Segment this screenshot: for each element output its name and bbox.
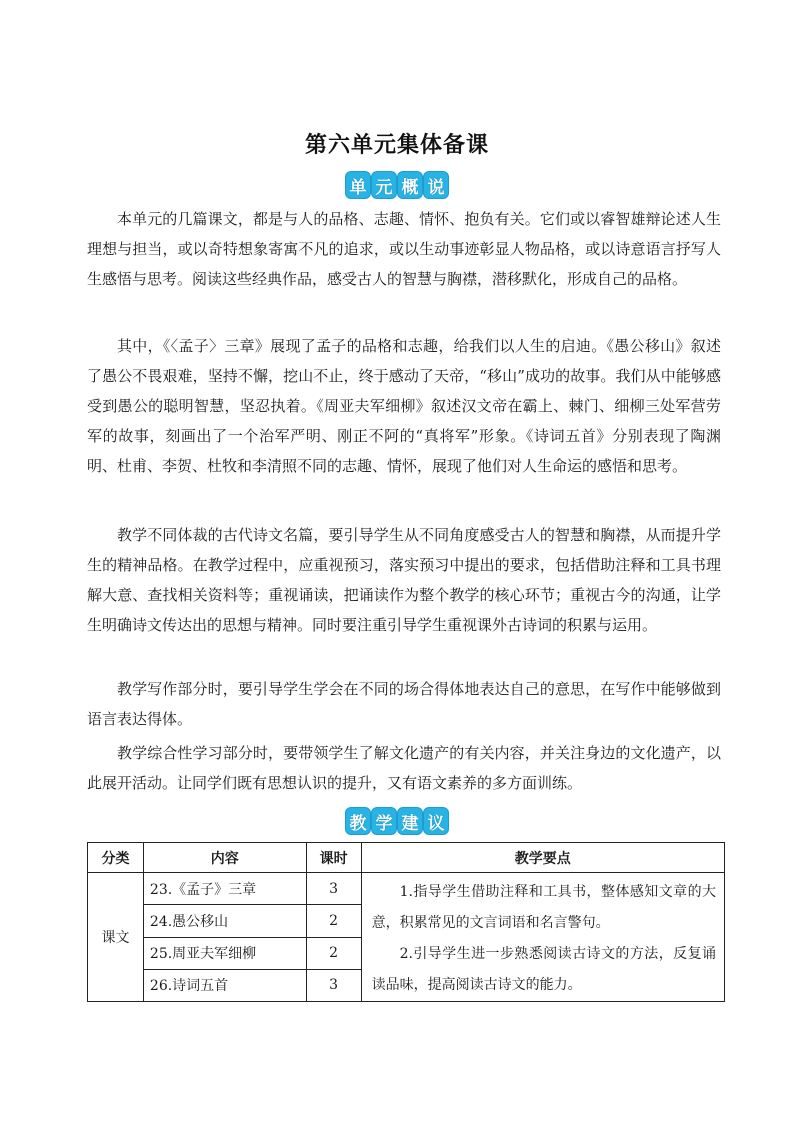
banner-char: 元: [372, 172, 396, 198]
section-banner-overview: [346, 172, 448, 198]
header-key-points: 教学要点: [361, 843, 724, 873]
teaching-plan-table: [87, 842, 725, 1002]
table-header-row: [88, 843, 725, 873]
paragraph-text: 教学综合性学习部分时，要带领学生了解文化遗产的有关内容，并关注身边的文化遗产，以此展开活动。让同学们既有思想认识的提升，又有语文素养的多方面训练。: [87, 744, 721, 792]
paragraph-text: 本单元的几篇课文，都是与人的品格、志趣、情怀、抱负有关。它们或以睿智雄辩论述人生理想与担当，或以奇特想象寄寓不凡的追求，或以生动事迹彰显人物品格，或以诗意语言抒写人生感悟与思考。阅读这些经典作品，感受古人的智慧与胸襟，潜移默化，形成自己的品格。: [87, 210, 721, 288]
hours-cell: 3: [306, 873, 361, 905]
section-banner-suggestions: [346, 808, 448, 834]
table-row: [88, 873, 725, 905]
banner-char: 学: [372, 808, 396, 834]
paragraph-text: 教学写作部分时，要引导学生学会在不同的场合得体地表达自己的意思，在写作中能够做到语言表达得体。: [87, 680, 721, 728]
category-cell: 课文: [88, 873, 144, 1002]
header-content: 内容: [143, 843, 306, 873]
banner-char: 建: [398, 808, 422, 834]
key-point: 2.引导学生进一步熟悉阅读古诗文的方法，反复诵读品味，提高阅读古诗文的能力。: [371, 946, 716, 993]
banner-char: 单: [346, 172, 370, 198]
overview-paragraph-2: [87, 331, 721, 481]
paragraph-text: 其中，《〈孟子〉三章》展现了孟子的品格和志趣，给我们以人生的启迪。《愚公移山》叙述了愚公不畏艰难，坚持不懈，挖山不止，终于感动了天帝，“移山”成功的故事。我们从中能够感受到愚公的聪明智慧，坚忍执着。《周亚夫军细柳》叙述汉文帝在霸上、棘门、细柳三处军营劳军的故事，刻画出了一个治军严明、刚正不阿的“真将军”形象。《诗词五首》分别表现了陶渊明、杜甫、李贺、杜牧和李清照不同的志趣、情怀，展现了他们对人生命运的感悟和思考。: [87, 337, 721, 475]
header-hours: 课时: [306, 843, 361, 873]
banner-char: 概: [398, 172, 422, 198]
overview-paragraph-5: [87, 738, 721, 798]
page-title: 第六单元集体备课: [304, 133, 489, 158]
content-cell: 24.愚公移山: [143, 905, 306, 937]
overview-paragraph-3: [87, 520, 721, 640]
header-category: 分类: [88, 843, 144, 873]
banner-char: 说: [424, 172, 448, 198]
hours-cell: 2: [306, 905, 361, 937]
banner-char: 教: [346, 808, 370, 834]
paragraph-text: 教学不同体裁的古代诗文名篇，要引导学生从不同角度感受古人的智慧和胸襟，从而提升学生的精神品格。在教学过程中，应重视预习，落实预习中提出的要求，包括借助注释和工具书理解大意、查找相关资料等；重视诵读，把诵读作为整个教学的核心环节；重视古今的沟通，让学生明确诗文传达出的思想与精神。同时要注重引导学生重视课外古诗词的积累与运用。: [87, 526, 721, 634]
hours-cell: 2: [306, 937, 361, 969]
key-point: 1.指导学生借助注释和工具书，整体感知文章的大意，积累常见的文言词语和名言警句。: [371, 884, 716, 931]
overview-paragraph-1: [87, 204, 721, 294]
hours-cell: 3: [306, 969, 361, 1001]
content-cell: 26.诗词五首: [143, 969, 306, 1001]
key-points-cell: [361, 873, 724, 1002]
content-cell: 25.周亚夫军细柳: [143, 937, 306, 969]
content-cell: 23.《孟子》三章: [143, 873, 306, 905]
overview-paragraph-4: [87, 674, 721, 734]
banner-char: 议: [424, 808, 448, 834]
